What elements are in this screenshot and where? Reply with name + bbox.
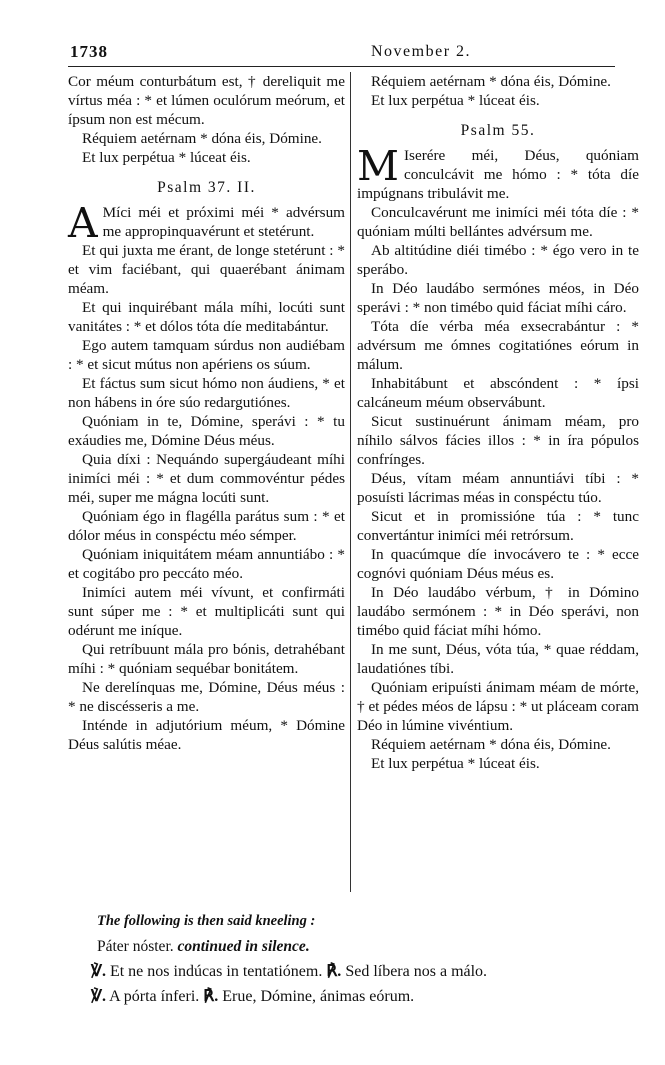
pater-text: Páter nóster. [97, 938, 174, 955]
versicle-line-1 [91, 962, 487, 982]
verse: Ne derelínquas me, Dómine, Déus méus : * ne discésseris a me. [68, 679, 345, 715]
response-text: Erue, Dómine, ánimas eórum. [222, 988, 415, 1005]
psalm-title: Psalm 55. [460, 122, 536, 139]
verse: Et fáctus sum sicut hómo non áudiens, * et non hábens in óre súo redargutiónes. [68, 375, 345, 411]
versicle-text: Et ne nos indúcas in tentatiónem. [109, 963, 323, 980]
verse: Sicut sustinuérunt ánimam méam, pro níhilo sálvos fácies illos : * in íra pópulos confrínges. [357, 413, 639, 468]
pater-noster-line [97, 937, 310, 957]
verse: Et qui inquirébant mála míhi, locúti sunt vanitátes : * et dólos tóta díe meditabántur. [68, 299, 345, 335]
versicle-text: A pórta ínferi. [109, 988, 200, 1005]
response-text: Sed líbera nos a málo. [345, 963, 488, 980]
antiphon-lux: Et lux perpétua * lúceat éis. [82, 149, 251, 166]
verse: Quóniam égo in flagélla parátus sum : * et dólor méus in conspéctu méo sémper. [68, 508, 345, 544]
drop-cap: M [357, 142, 399, 190]
antiphon-lux: Et lux perpétua * lúceat éis. [371, 92, 540, 109]
verse: Conculcavérunt me inimíci méi tóta díe : * quóniam múlti bellántes advérsum me. [357, 204, 639, 240]
psalm-first-verse [357, 142, 639, 203]
right-column [357, 72, 639, 773]
antiphon-lux: Et lux perpétua * lúceat éis. [371, 755, 540, 772]
pater-rubric: continued in silence. [177, 938, 310, 955]
response-symbol: ℟. [326, 963, 342, 980]
verse: Qui retríbuunt mála pro bónis, detrahébant míhi : * quóniam sequébar bonitátem. [68, 641, 345, 677]
versicle-line-2 [91, 987, 414, 1007]
verse-text: Iserére méi, Déus, quóniam conculcávit me hómo : * tóta díe impúgnans tribulávit me. [357, 147, 639, 202]
versicle-symbol: ℣. [91, 988, 106, 1005]
antiphon-requiem: Réquiem aetérnam * dóna éis, Dómine. [371, 73, 611, 90]
psalm-title: Psalm 37. II. [157, 179, 256, 196]
verse: Quóniam iniquitátem méam annuntiábo : * et cogitábo pro peccáto méo. [68, 546, 345, 582]
page-header [68, 42, 615, 67]
verse: Quóniam in te, Dómine, sperávi : * tu exáudies me, Dómine Déus méus. [68, 413, 345, 449]
antiphon-requiem: Réquiem aetérnam * dóna éis, Dómine. [371, 736, 611, 753]
verse: In Déo laudábo vérbum, † in Dómino laudábo sermónem : * in Déo sperávi, non timébo quid fáciat míhi hómo. [357, 584, 639, 639]
column-divider [350, 72, 351, 892]
running-head: November 2. [371, 43, 472, 60]
verse: Et qui juxta me érant, de longe stetérunt : * et vim faciébant, qui quaerébant ánimam méam. [68, 242, 345, 297]
verse: Quia díxi : Nequándo supergáudeant míhi inimíci méi : * et dum commovéntur pédes méi, super me mágna locúti sunt. [68, 451, 345, 506]
page-number: 1738 [70, 42, 108, 61]
verse: Ab altitúdine diéi timébo : * égo vero in te sperábo. [357, 242, 639, 278]
left-column [68, 72, 345, 754]
kneeling-rubric: The following is then said kneeling : [97, 913, 316, 929]
response-symbol: ℟. [203, 988, 219, 1005]
psalm-first-verse [68, 199, 345, 247]
drop-cap: A [68, 199, 98, 247]
verse: Inhabitábunt et abscóndent : * ípsi calcáneum méum observábunt. [357, 375, 639, 411]
verse: In Déo laudábo sermónes méos, in Déo sperávi : * non timébo quid fáciat míhi cáro. [357, 280, 639, 316]
verse: Cor méum conturbátum est, † dereliquit me vírtus méa : * et lúmen oculórum meórum, et ípsum non est mécum. [68, 73, 345, 128]
verse: Ego autem tamquam súrdus non audiébam : * et sicut mútus non apériens os súum. [68, 337, 345, 373]
verse: Quóniam eripuísti ánimam méam de mórte, † et pédes méos de lápsu : * ut pláceam coram Déo in lúmine vivéntium. [357, 679, 639, 734]
verse: In me sunt, Déus, vóta túa, * quae réddam, laudatiónes tíbi. [357, 641, 639, 677]
versicle-symbol: ℣. [91, 963, 106, 980]
verse: Inimíci autem méi vívunt, et confirmáti sunt súper me : * et multiplicáti sunt qui odérunt me iníque. [68, 584, 345, 639]
verse: Inténde in adjutórium méum, * Dómine Déus salútis méae. [68, 717, 345, 753]
verse: Tóta díe vérba méa exsecrabántur : * advérsum me ómnes cogitatiónes eórum in málum. [357, 318, 639, 373]
verse: In quacúmque díe invocávero te : * ecce cognóvi quóniam Déus méus es. [357, 546, 639, 582]
verse: Déus, vítam méam annuntiávi tíbi : * posuísti lácrimas méas in conspéctu túo. [357, 470, 639, 506]
verse-text: Míci méi et próximi méi * advérsum me appropinquavérunt et stetérunt. [102, 204, 345, 240]
antiphon-requiem: Réquiem aetérnam * dóna éis, Dómine. [82, 130, 322, 147]
verse: Sicut et in promissióne túa : * tunc convertántur inimíci méi retrórsum. [357, 508, 639, 544]
